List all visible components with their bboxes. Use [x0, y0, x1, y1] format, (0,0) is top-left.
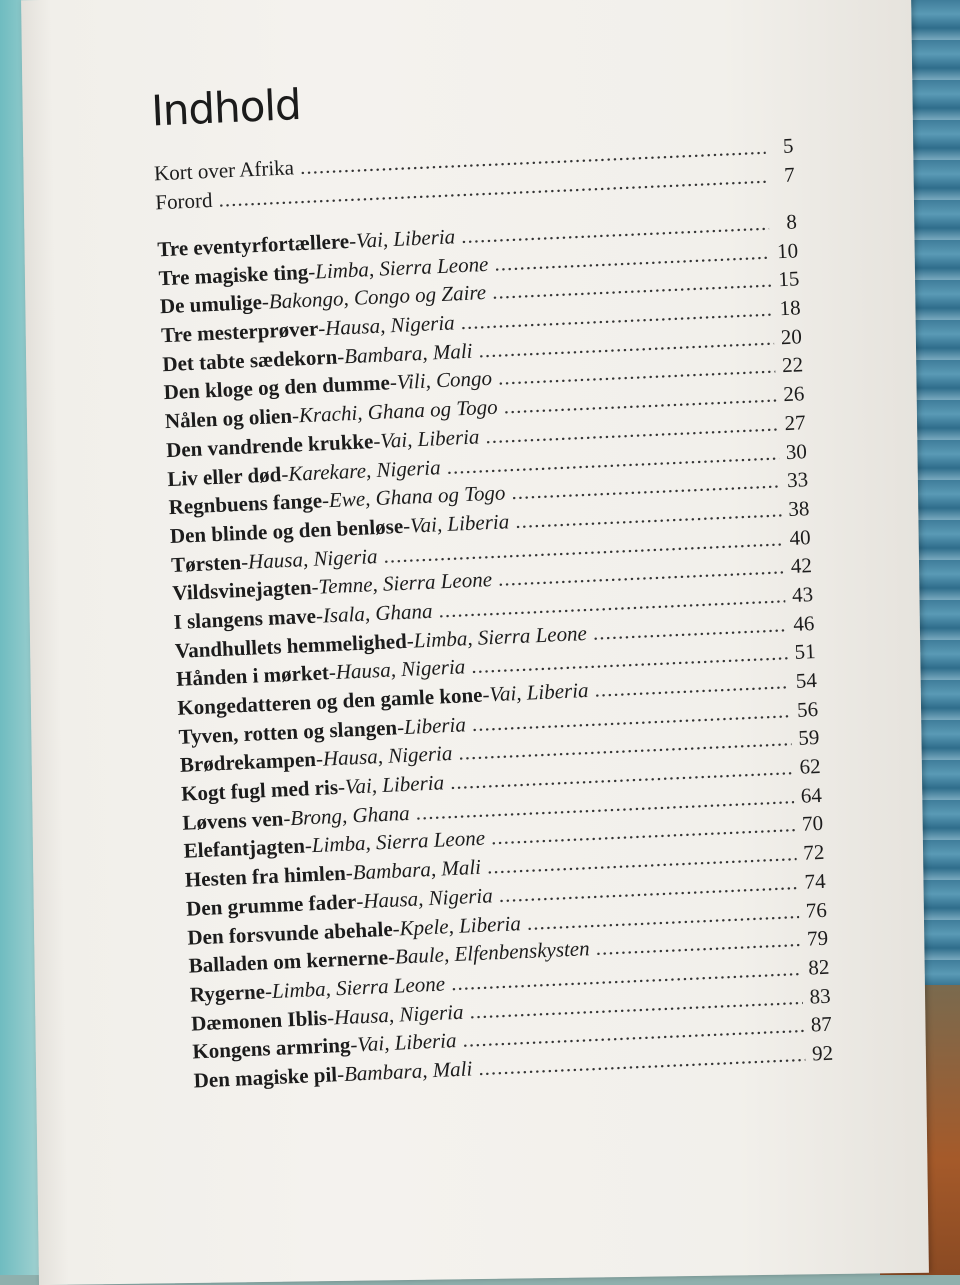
toc-page-number: 87 — [810, 1011, 833, 1037]
toc-entry-origin: Vai, Liberia — [379, 424, 480, 453]
toc-front-label: Forord — [154, 187, 213, 215]
toc-page-number: 42 — [790, 553, 813, 579]
toc-entry-separator: - — [336, 1061, 345, 1087]
toc-page-number: 59 — [797, 725, 820, 751]
toc-entry-separator: - — [328, 660, 337, 685]
toc-page-number: 54 — [795, 667, 818, 693]
toc-entry-title: Den kloge og den dumme — [163, 370, 391, 405]
toc-entry-title: Elefantjagten — [183, 833, 306, 864]
toc-entry-origin: Limba, Sierra Leone — [413, 620, 588, 653]
toc-entry-separator: - — [282, 805, 291, 831]
toc-page-number: 33 — [786, 467, 809, 493]
toc-entry-separator: - — [315, 746, 324, 772]
toc-entry-title: Den forsvunde abehale — [186, 916, 394, 950]
toc-entry-separator: - — [481, 682, 490, 707]
toc-entry-title: De umulige — [159, 290, 263, 319]
toc-entry-origin: Vai, Liberia — [409, 509, 510, 538]
toc-entry-title: Hesten fra himlen — [184, 860, 347, 892]
toc-entry-separator: - — [396, 714, 405, 740]
toc-entry-separator: - — [406, 628, 415, 653]
toc-entry-title: Liv eller død — [166, 461, 282, 491]
toc-page-number: 18 — [779, 295, 802, 321]
toc-entry-origin: Hausa, Nigeria — [247, 543, 379, 574]
toc-entry-title: Det tabte sædekorn — [161, 344, 338, 376]
toc-entry-separator: - — [348, 228, 357, 253]
toc-entry-origin: Hausa, Nigeria — [324, 310, 456, 341]
toc-page-number: 5 — [782, 133, 794, 158]
toc-page-number: 15 — [777, 266, 800, 292]
toc-entry-title: Den magiske pil — [193, 1062, 338, 1093]
toc-entry-title: Tyven, rotten og slangen — [178, 715, 398, 749]
toc-entry-separator: - — [349, 1032, 358, 1057]
toc-page-number: 27 — [784, 410, 807, 435]
toc-entry-title: Tre magiske ting — [158, 259, 309, 290]
toc-page-number: 22 — [781, 352, 804, 378]
page-title: Indhold — [150, 79, 302, 136]
toc-entry-title: Vildsvinejagten — [171, 575, 313, 606]
toc-entry-title: Den grumme fader — [185, 889, 357, 921]
toc-entry-title: Den vandrende krukke — [165, 428, 374, 462]
toc-entry-origin: Brong, Ghana — [289, 800, 411, 830]
toc-entry-origin: Bambara, Mali — [352, 854, 482, 885]
toc-entry-origin: Vai, Liberia — [356, 1028, 457, 1057]
toc-entry-separator: - — [317, 316, 326, 341]
toc-entry-title: Dæmonen Iblis — [190, 1005, 328, 1036]
toc-entry-title: Kongens armring — [191, 1032, 351, 1064]
table-of-contents — [154, 133, 834, 1097]
toc-entry-origin: Vai, Liberia — [344, 770, 445, 799]
toc-entry-separator: - — [291, 403, 300, 428]
toc-entry-separator: - — [304, 833, 313, 858]
toc-entry-title: Kogt fugl med ris — [180, 775, 339, 806]
toc-entry-title: Den blinde og den benløse — [169, 513, 404, 548]
toc-entry-separator: - — [240, 549, 249, 574]
toc-page-number: 7 — [783, 162, 796, 187]
toc-entry-title: Tre mesterprøver — [160, 316, 319, 348]
toc-entry-origin: Bambara, Mali — [343, 1056, 473, 1086]
toc-entry-title: Hånden i mørket — [175, 660, 330, 692]
toc-entry-origin: Hausa, Nigeria — [362, 883, 494, 913]
toc-entry-title: Brødrekampen — [179, 747, 317, 778]
toc-entry-origin: Hausa, Nigeria — [335, 654, 466, 685]
toc-entry-separator: - — [310, 574, 320, 600]
toc-entry-origin: Bambara, Mali — [343, 338, 473, 369]
toc-entry-separator: - — [337, 774, 346, 800]
toc-entry-separator: - — [345, 860, 354, 885]
toc-entry-separator: - — [307, 259, 316, 284]
toc-page-number: 92 — [811, 1040, 834, 1066]
toc-entry-origin: Krachi, Ghana og Togo — [298, 394, 499, 428]
toc-entry-title: Regnbuens fange — [168, 488, 323, 520]
toc-entry-origin: Isala, Ghana — [322, 598, 433, 628]
book-page — [21, 0, 929, 1285]
toc-entry-separator: - — [402, 513, 411, 538]
toc-entry-origin: Temne, Sierra Leone — [317, 567, 493, 599]
toc-page-number: 56 — [796, 696, 819, 722]
toc-page-number: 64 — [800, 782, 823, 808]
toc-entry-separator: - — [315, 603, 324, 628]
toc-entry-separator: - — [336, 344, 345, 369]
toc-entry-origin: Vili, Congo — [396, 366, 493, 395]
toc-page-number: 82 — [807, 954, 830, 980]
toc-entry-origin: Ewe, Ghana og Togo — [328, 480, 506, 513]
toc-entry-title: Tre eventyrfortællere — [156, 228, 350, 262]
toc-page-number: 70 — [801, 811, 824, 837]
toc-entry-origin: Karekare, Nigeria — [287, 454, 442, 486]
toc-entry-separator: - — [280, 461, 289, 486]
toc-page-number: 43 — [791, 582, 814, 607]
toc-entry-title: Løvens ven — [181, 806, 284, 835]
toc-entry-separator: - — [326, 1004, 335, 1030]
toc-entry-origin: Limba, Sierra Leone — [314, 251, 489, 284]
toc-page-number: 30 — [785, 438, 808, 464]
toc-entry-title: Balladen om kernerne — [188, 945, 389, 978]
toc-entry-title: I slangens mave — [173, 603, 317, 634]
toc-entry-title: Vandhullets hemmelighed — [174, 628, 408, 663]
toc-entry-title: Kongedatteren og den gamle kone — [176, 682, 483, 720]
toc-entry-separator: - — [389, 370, 398, 395]
toc-entry-separator: - — [372, 428, 381, 453]
toc-page-number: 79 — [806, 925, 829, 951]
toc-entry-separator: - — [387, 944, 396, 970]
toc-entry-origin: Hausa, Nigeria — [322, 741, 453, 771]
toc-entry-title: Rygerne — [189, 979, 266, 1007]
toc-entry-origin: Kpele, Liberia — [399, 910, 522, 940]
toc-entry-origin: Liberia — [403, 712, 467, 739]
toc-page-number: 74 — [804, 868, 827, 894]
toc-entry-separator: - — [261, 289, 270, 315]
toc-entry-origin: Baule, Elfenbenskysten — [394, 936, 591, 969]
toc-page-number: 46 — [792, 610, 815, 636]
toc-entry-origin: Hausa, Nigeria — [333, 999, 464, 1029]
toc-page-number: 10 — [776, 238, 799, 263]
toc-content — [150, 59, 834, 1098]
toc-page-number: 8 — [785, 209, 798, 234]
toc-entry-separator: - — [321, 488, 330, 513]
toc-page-number: 62 — [799, 753, 822, 779]
toc-entry-title: Tørsten — [170, 549, 242, 577]
toc-page-number: 72 — [802, 839, 825, 865]
toc-entry-origin: Bakongo, Congo og Zaire — [268, 280, 487, 314]
toc-page-number: 51 — [794, 639, 817, 665]
toc-entry-separator: - — [355, 888, 364, 914]
toc-page-number: 76 — [805, 897, 828, 923]
toc-entry-origin: Vai, Liberia — [355, 224, 456, 253]
toc-page-number: 40 — [789, 524, 812, 550]
toc-entry-separator: - — [392, 915, 401, 941]
toc-entry-origin: Limba, Sierra Leone — [311, 826, 486, 858]
toc-page-number: 83 — [809, 983, 832, 1009]
toc-page-number: 38 — [787, 496, 810, 521]
toc-entry-origin: Limba, Sierra Leone — [271, 971, 446, 1003]
toc-page-number: 26 — [782, 381, 805, 407]
toc-entry-title: Nålen og olien — [164, 403, 293, 434]
toc-entry-separator: - — [264, 978, 273, 1004]
toc-front-label: Kort over Afrika — [153, 155, 295, 186]
toc-entry-origin: Vai, Liberia — [488, 677, 590, 707]
toc-page-number: 20 — [780, 324, 803, 349]
